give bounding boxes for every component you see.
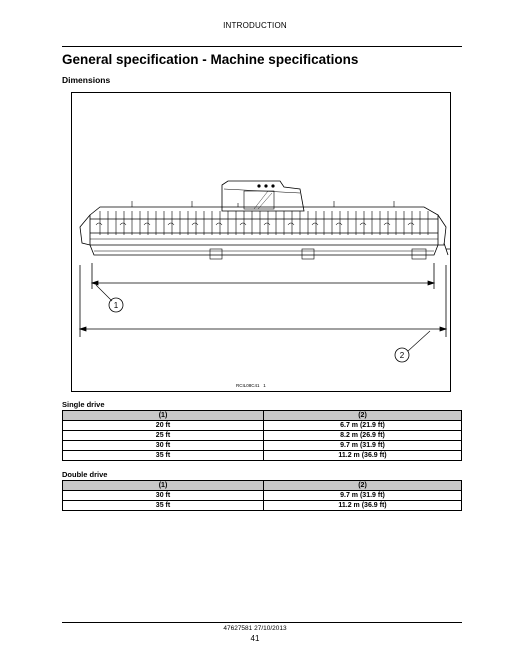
page-number: 41: [250, 634, 260, 643]
running-header: INTRODUCTION: [223, 21, 287, 30]
table-row: [63, 501, 462, 511]
table-cell: 11.2 m (36.9 ft): [264, 451, 462, 461]
table-cell: 11.2 m (36.9 ft): [264, 501, 462, 511]
header-rule: [62, 46, 462, 47]
footer-doc-code: 47627581 27/10/2013: [223, 625, 287, 632]
figure-reference-code: RCIL08C41: [236, 383, 260, 388]
footer-rule: [62, 622, 462, 623]
callout-2-label: 2: [399, 351, 405, 360]
header-dimensions-figure: [71, 92, 451, 392]
table-header-row: [63, 481, 462, 491]
table-cell: 8.2 m (26.9 ft): [264, 431, 462, 441]
table-cell: 25 ft: [63, 431, 264, 441]
double-drive-table: [62, 480, 462, 511]
figure-reference: [236, 383, 266, 388]
single-drive-table: [62, 410, 462, 461]
dimension-line-2: [80, 265, 446, 337]
column-header: (2): [264, 411, 462, 421]
table-row: [63, 451, 462, 461]
table-cell: 35 ft: [63, 501, 264, 511]
combine-cab: [222, 181, 304, 211]
table-header-row: [63, 411, 462, 421]
page-title: General specification - Machine specifications: [62, 52, 359, 67]
figure-reference-number: 1: [263, 383, 266, 388]
dimension-line-1: [92, 263, 434, 289]
double-drive-heading: Double drive: [62, 470, 108, 479]
single-drive-heading: Single drive: [62, 400, 105, 409]
column-header: (1): [63, 481, 264, 491]
table-row: [63, 441, 462, 451]
table-row: [63, 491, 462, 501]
table-cell: 6.7 m (21.9 ft): [264, 421, 462, 431]
table-cell: 30 ft: [63, 491, 264, 501]
table-cell: 20 ft: [63, 421, 264, 431]
table-cell: 35 ft: [63, 451, 264, 461]
table-row: [63, 421, 462, 431]
table-cell: 9.7 m (31.9 ft): [264, 491, 462, 501]
column-header: (2): [264, 481, 462, 491]
header-drawing: [72, 93, 452, 393]
reel: [80, 207, 446, 245]
table-row: [63, 431, 462, 441]
reel-tines: [96, 201, 428, 235]
table-cell: 30 ft: [63, 441, 264, 451]
callout-1-label: 1: [113, 301, 119, 310]
column-header: (1): [63, 411, 264, 421]
table-cell: 9.7 m (31.9 ft): [264, 441, 462, 451]
dimensions-heading: Dimensions: [62, 75, 111, 85]
